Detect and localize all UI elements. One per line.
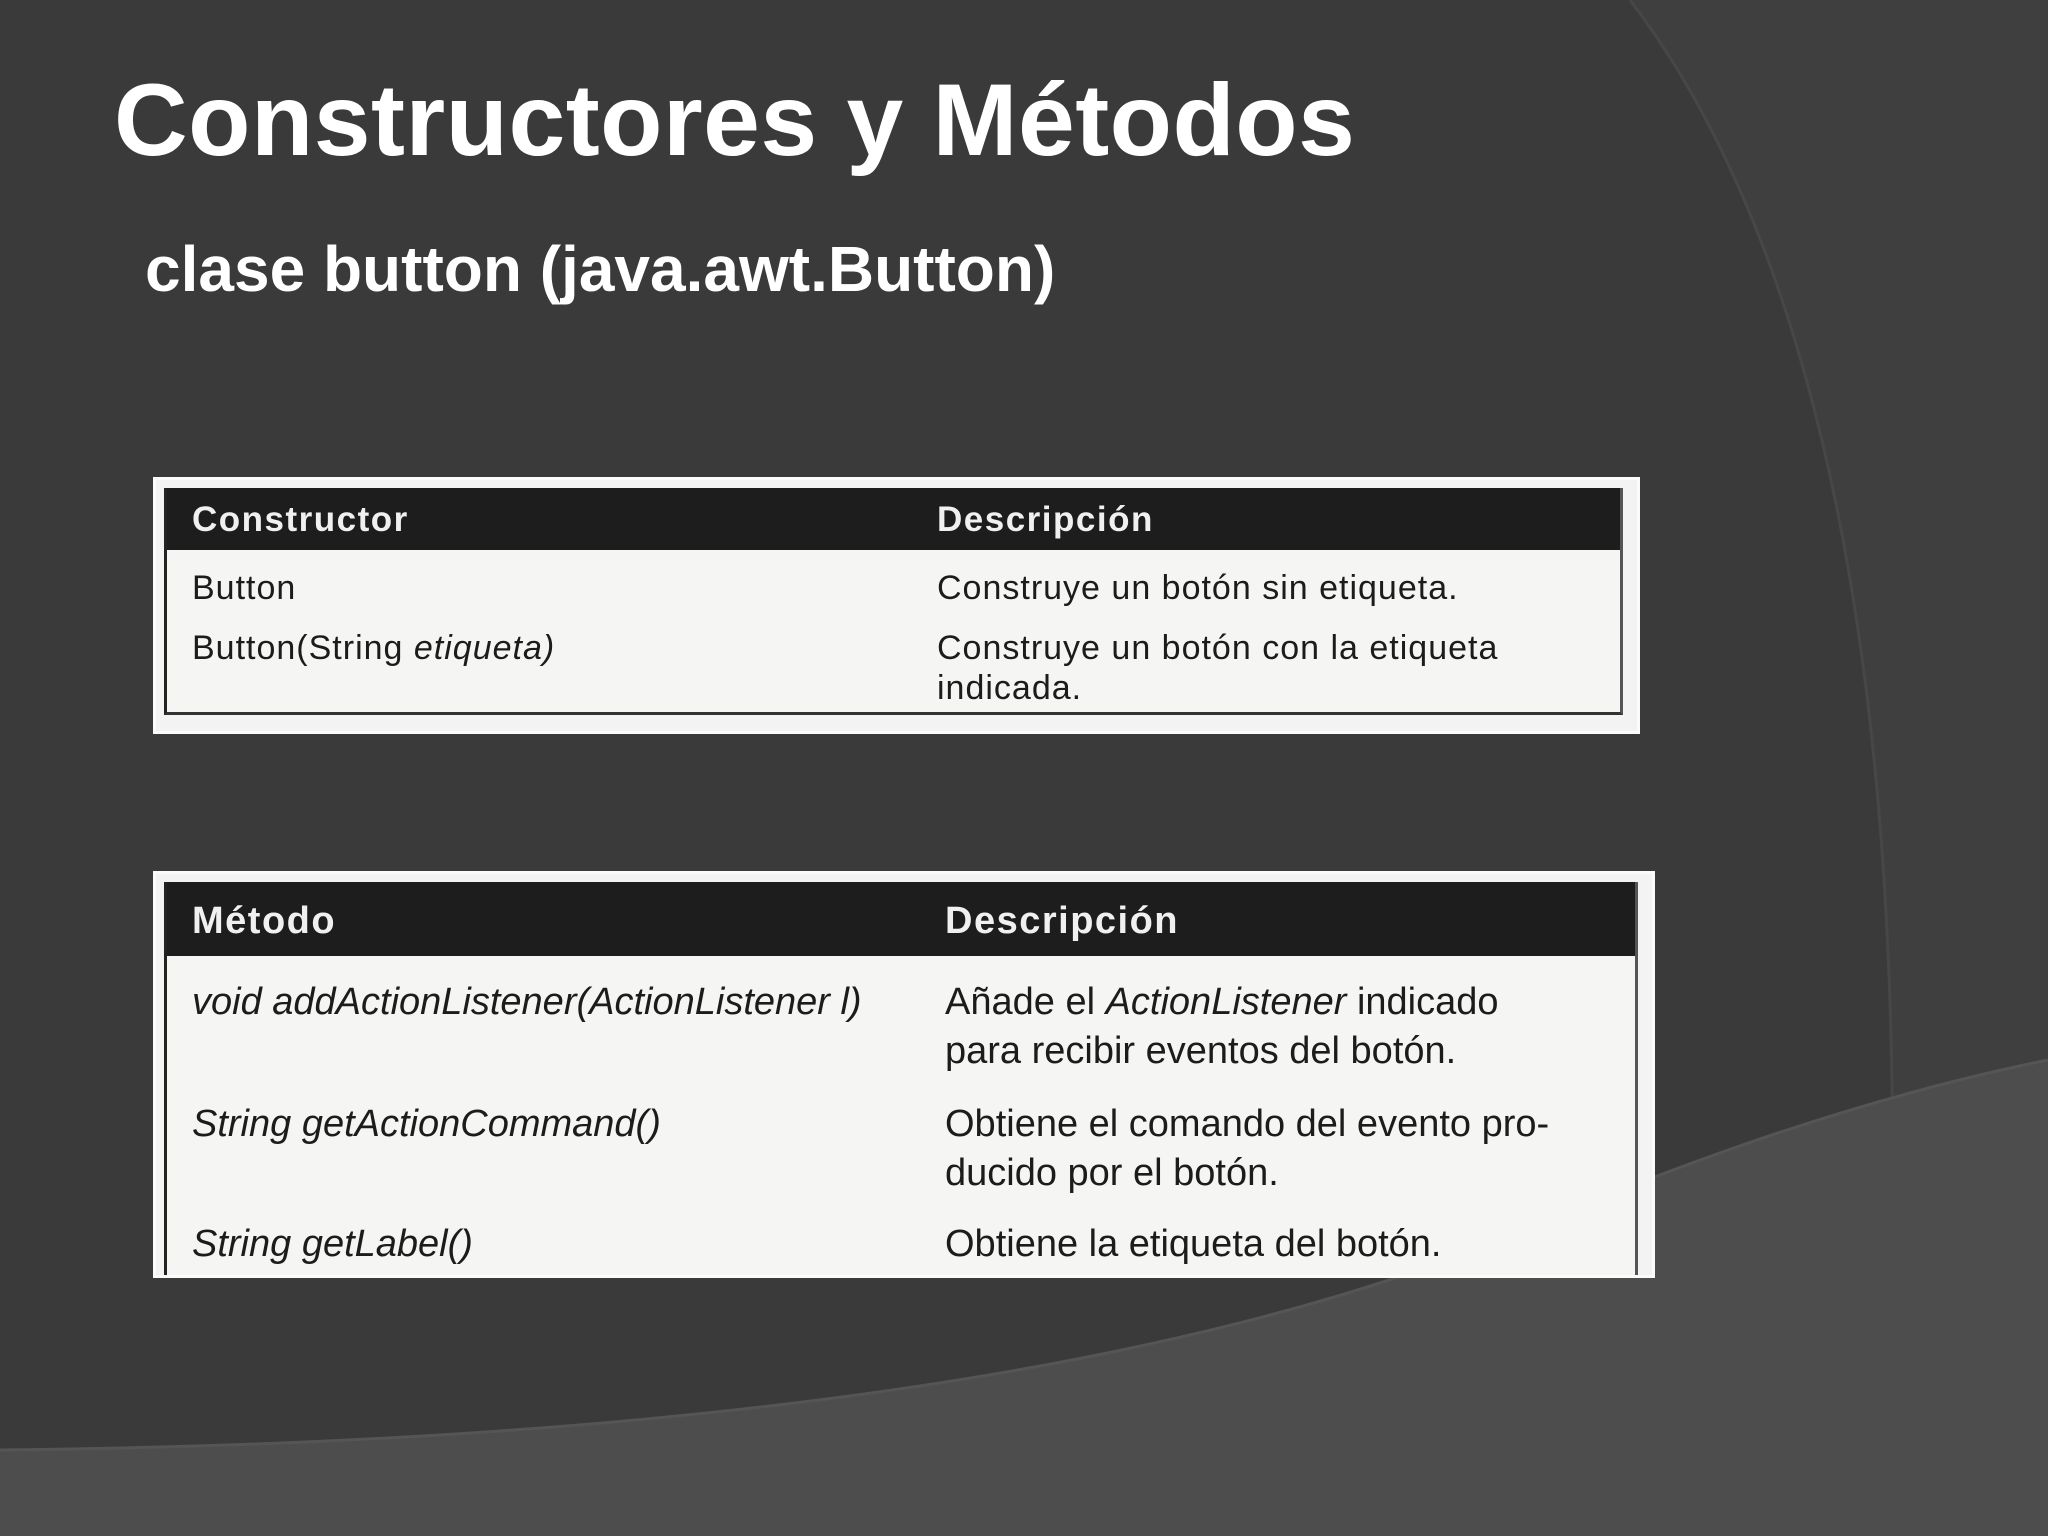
header-method: Método — [192, 900, 337, 942]
methods-table-body — [164, 882, 1638, 1275]
method-description — [945, 978, 1499, 1076]
description-line: ducido por el botón. — [945, 1152, 1279, 1194]
constructor-description — [937, 628, 1498, 708]
method-description — [945, 1100, 1549, 1198]
signature-text: Button(String — [192, 629, 414, 667]
description-line: indicada. — [937, 669, 1083, 707]
constructor-description — [937, 568, 1459, 608]
methods-table-header — [167, 882, 1635, 956]
description-text: Añade el — [945, 981, 1106, 1023]
method-signature: String getActionCommand() — [192, 1103, 661, 1145]
description-line — [945, 978, 1499, 1027]
header-constructor: Constructor — [192, 500, 409, 539]
signature-param: etiqueta) — [413, 629, 556, 667]
constructors-table-header — [167, 488, 1620, 550]
header-description: Descripción — [937, 500, 1154, 539]
slide-subtitle: clase button (java.awt.Button) — [145, 233, 1056, 305]
method-signature: void addActionListener(ActionListener l) — [192, 981, 862, 1023]
description-class: ActionListener — [1105, 981, 1347, 1023]
description-line: Obtiene el comando del evento pro- — [945, 1103, 1550, 1145]
description-line: Obtiene la etiqueta del botón. — [945, 1223, 1442, 1265]
slide-title: Constructores y Métodos — [114, 63, 1356, 177]
description-line: para recibir eventos del botón. — [945, 1030, 1457, 1072]
constructors-table — [153, 477, 1640, 734]
description-line: Construye un botón con la etiqueta — [937, 629, 1499, 667]
signature-text: Button — [192, 569, 297, 607]
constructor-signature — [192, 628, 555, 668]
description-text: indicado — [1346, 981, 1499, 1023]
constructors-table-body — [164, 488, 1623, 715]
header-description: Descripción — [945, 900, 1180, 942]
method-description — [945, 1220, 1442, 1269]
description-line: Construye un botón sin etiqueta. — [937, 569, 1459, 607]
constructor-signature — [192, 568, 296, 608]
method-signature: String getLabel() — [192, 1223, 473, 1265]
methods-table — [153, 871, 1655, 1278]
